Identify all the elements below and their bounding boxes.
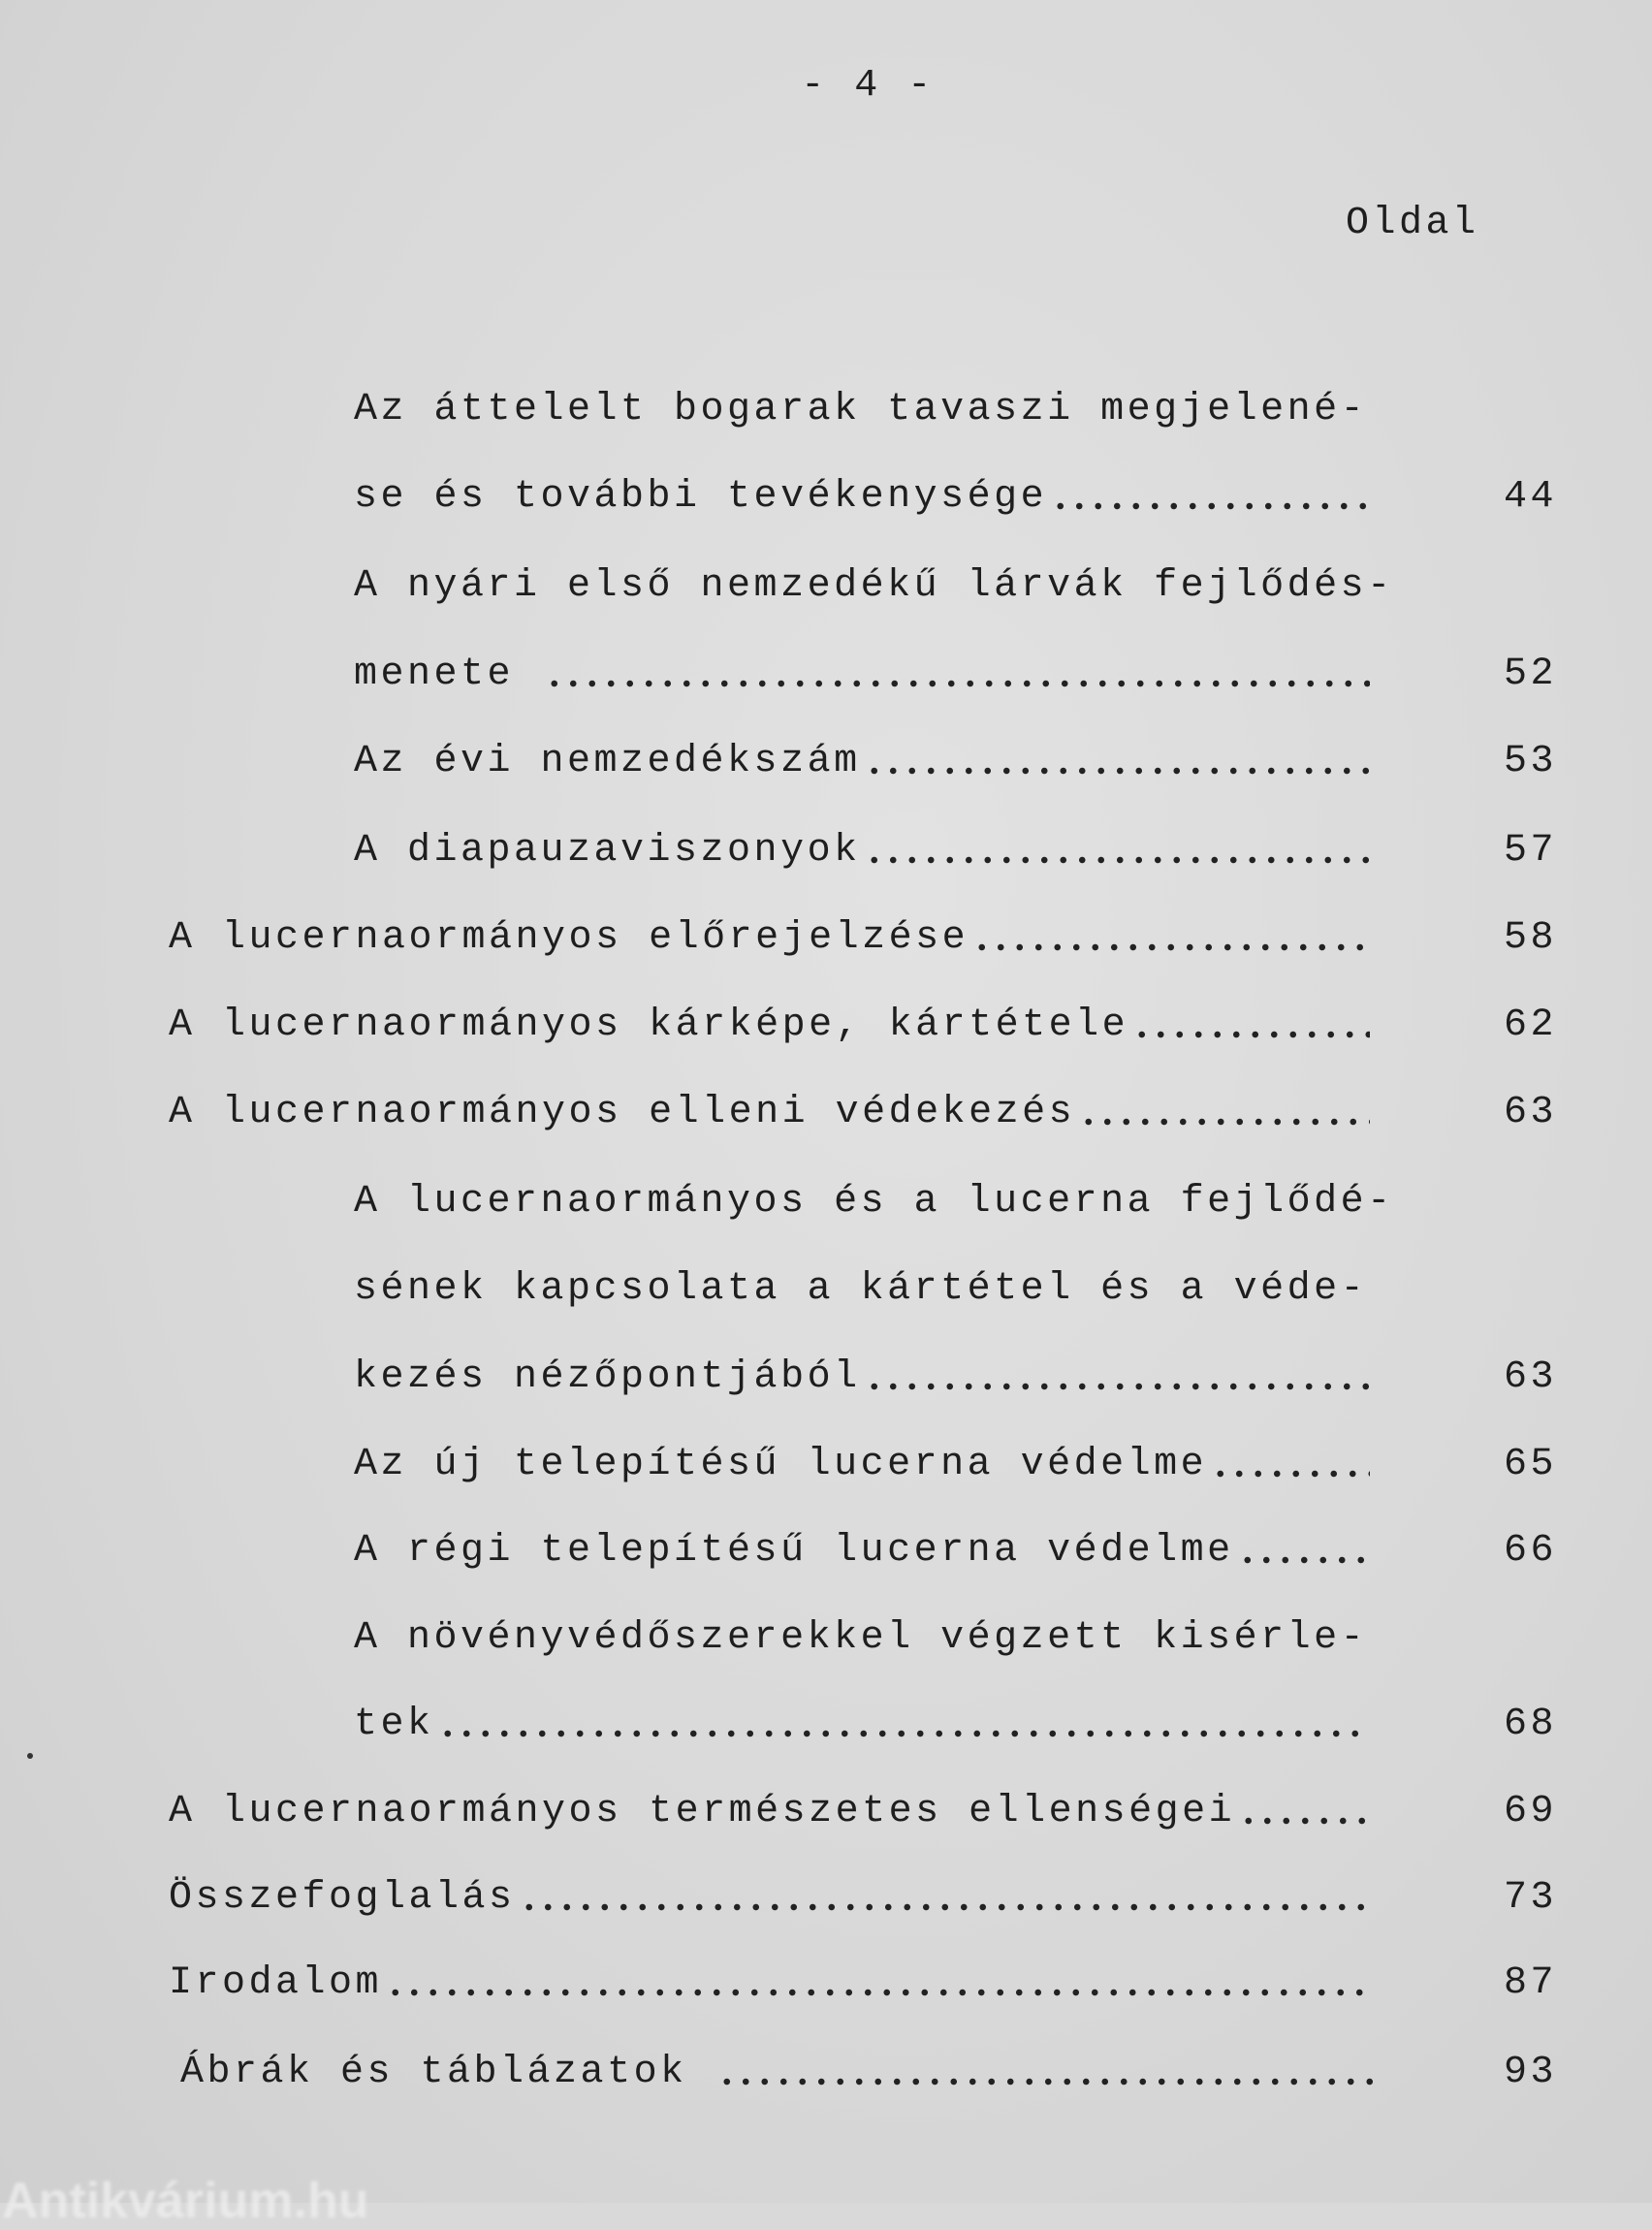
toc-entry-page: 63: [1503, 1355, 1557, 1399]
toc-entry: [354, 735, 1370, 783]
toc-entry: [354, 1262, 1370, 1311]
toc-entry-title: Az áttelelt bogarak tavaszi megjelené-: [354, 388, 1368, 431]
toc-entry: [169, 1785, 1370, 1833]
toc-entry-title: tek: [354, 1703, 434, 1746]
dot-leader: [1132, 1030, 1370, 1039]
toc-entry: [354, 1524, 1370, 1573]
page-column-header: Oldal: [1346, 202, 1479, 245]
dot-leader: [386, 1988, 1370, 1997]
dot-leader: [438, 1729, 1370, 1738]
toc-entry: [354, 383, 1370, 431]
toc-entry-title: Az évi nemzedékszám: [354, 740, 861, 783]
ink-speck: [27, 1753, 33, 1759]
toc-entry: [354, 1175, 1394, 1224]
dot-leader: [1051, 501, 1370, 511]
toc-entry-page: 65: [1503, 1443, 1557, 1486]
toc-entry-title: Összefoglalás: [169, 1876, 516, 1920]
toc-entry-title: A lucernaormányos előrejelzése: [169, 916, 969, 960]
toc-entry-title: kezés nézőpontjából: [354, 1355, 861, 1399]
toc-entry-title: A lucernaormányos természetes ellenségei: [169, 1790, 1236, 1833]
toc-entry-page: 53: [1503, 740, 1557, 783]
dot-leader: [1079, 1117, 1370, 1127]
toc-entry: [354, 1611, 1370, 1660]
toc-entry: [169, 999, 1370, 1047]
toc-entry: [354, 559, 1394, 608]
toc-entry-title: se és további tevékenysége: [354, 475, 1048, 519]
dot-leader: [520, 1902, 1370, 1912]
toc-entry-title: A lucernaormányos és a lucerna fejlődé-: [354, 1180, 1394, 1224]
toc-entry-title: Az új telepítésű lucerna védelme: [354, 1443, 1208, 1486]
toc-entry: [169, 911, 1370, 960]
toc-entry-page: 66: [1503, 1529, 1557, 1573]
page-number: - 4 -: [801, 64, 935, 108]
toc-entry-title: A diapauzaviszonyok: [354, 829, 861, 873]
toc-entry: [354, 824, 1370, 873]
dot-leader: [1239, 1816, 1370, 1826]
toc-entry-title: A lucernaormányos kárképe, kártétele: [169, 1004, 1129, 1047]
toc-entry-page: 57: [1503, 829, 1557, 873]
dot-leader: [1238, 1555, 1370, 1565]
dot-leader: [865, 855, 1370, 865]
toc-entry-page: 87: [1503, 1961, 1557, 2005]
toc-entry-page: 93: [1503, 2051, 1557, 2094]
toc-entry-title: Ábrák és táblázatok: [180, 2051, 715, 2094]
toc-entry-page: 73: [1503, 1876, 1557, 1920]
toc-entry-title: Irodalom: [169, 1961, 383, 2005]
toc-entry: [354, 648, 1370, 696]
toc-entry-page: 63: [1503, 1091, 1557, 1134]
toc-entry: [169, 1086, 1370, 1134]
watermark: Antikvárium.hu: [2, 2173, 369, 2229]
toc-entry: [354, 1351, 1370, 1399]
dot-leader: [972, 942, 1370, 952]
toc-entry-page: 68: [1503, 1703, 1557, 1746]
toc-entry-title: menete: [354, 653, 541, 696]
dot-leader: [1211, 1469, 1370, 1479]
toc-entry-title: A nyári első nemzedékű lárvák fejlődés-: [354, 564, 1394, 608]
toc-entry: [354, 470, 1370, 519]
toc-entry-title: A régi telepítésű lucerna védelme: [354, 1529, 1234, 1573]
dot-leader: [545, 679, 1370, 688]
toc-entry-title: A növényvédőszerekkel végzett kisérle-: [354, 1616, 1368, 1660]
toc-entry-page: 52: [1503, 653, 1557, 696]
toc-entry: [354, 1438, 1370, 1486]
toc-entry-title: A lucernaormányos elleni védekezés: [169, 1091, 1076, 1134]
toc-entry: [354, 1698, 1370, 1746]
toc-entry-page: 58: [1503, 916, 1557, 960]
dot-leader: [865, 1382, 1370, 1391]
toc-entry-page: 44: [1503, 475, 1557, 519]
toc-entry-title: sének kapcsolata a kártétel és a véde-: [354, 1267, 1368, 1311]
dot-leader: [865, 766, 1370, 776]
toc-entry: [169, 1957, 1370, 2005]
toc-entry: [180, 2046, 1382, 2094]
toc-entry-page: 62: [1503, 1004, 1557, 1047]
toc-entry-page: 69: [1503, 1790, 1557, 1833]
toc-entry: [169, 1871, 1370, 1920]
dot-leader: [717, 2077, 1382, 2087]
